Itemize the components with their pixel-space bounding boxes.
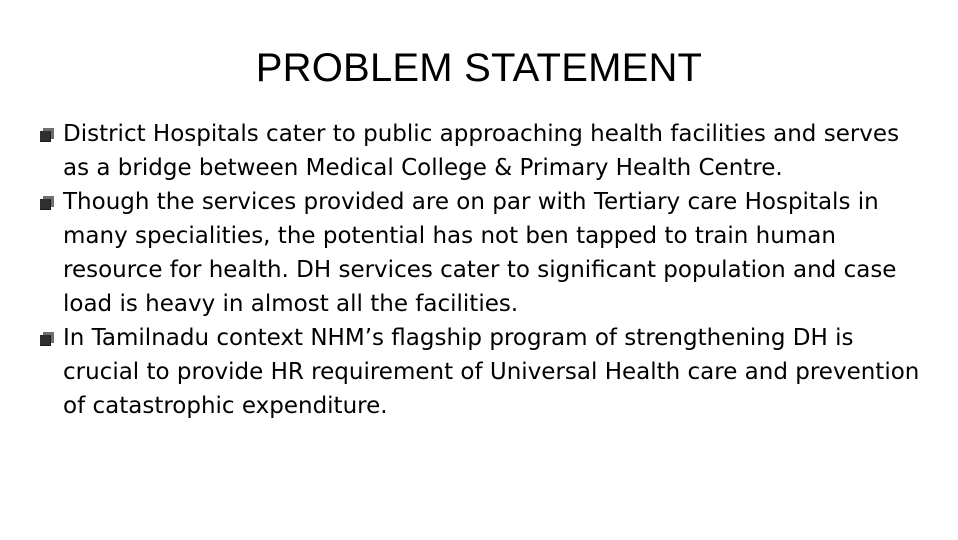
bullet-item-1 bbox=[40, 117, 920, 185]
checkbox-bullet-icon bbox=[40, 128, 54, 142]
bullet-item-2 bbox=[40, 185, 920, 321]
bullet-list bbox=[40, 117, 920, 423]
slide-title: PROBLEM STATEMENT bbox=[255, 46, 703, 90]
bullet-text: Though the services provided are on par with Tertiary care Hospitals in many specialities, the potential has not ben tapped to train human resource for health. DH services cater to significant population and case load is heavy in almost all the facilities. bbox=[63, 189, 897, 317]
checkbox-bullet-icon bbox=[40, 196, 54, 210]
checkbox-bullet-icon bbox=[40, 332, 54, 346]
bullet-item-3 bbox=[40, 321, 920, 423]
bullet-text: In Tamilnadu context NHM’s flagship program of strengthening DH is crucial to provide HR requirement of Universal Health care and prevention of catastrophic expenditure. bbox=[63, 325, 920, 419]
bullet-text: District Hospitals cater to public approaching health facilities and serves as a bridge between Medical College & Primary Health Centre. bbox=[63, 121, 900, 181]
